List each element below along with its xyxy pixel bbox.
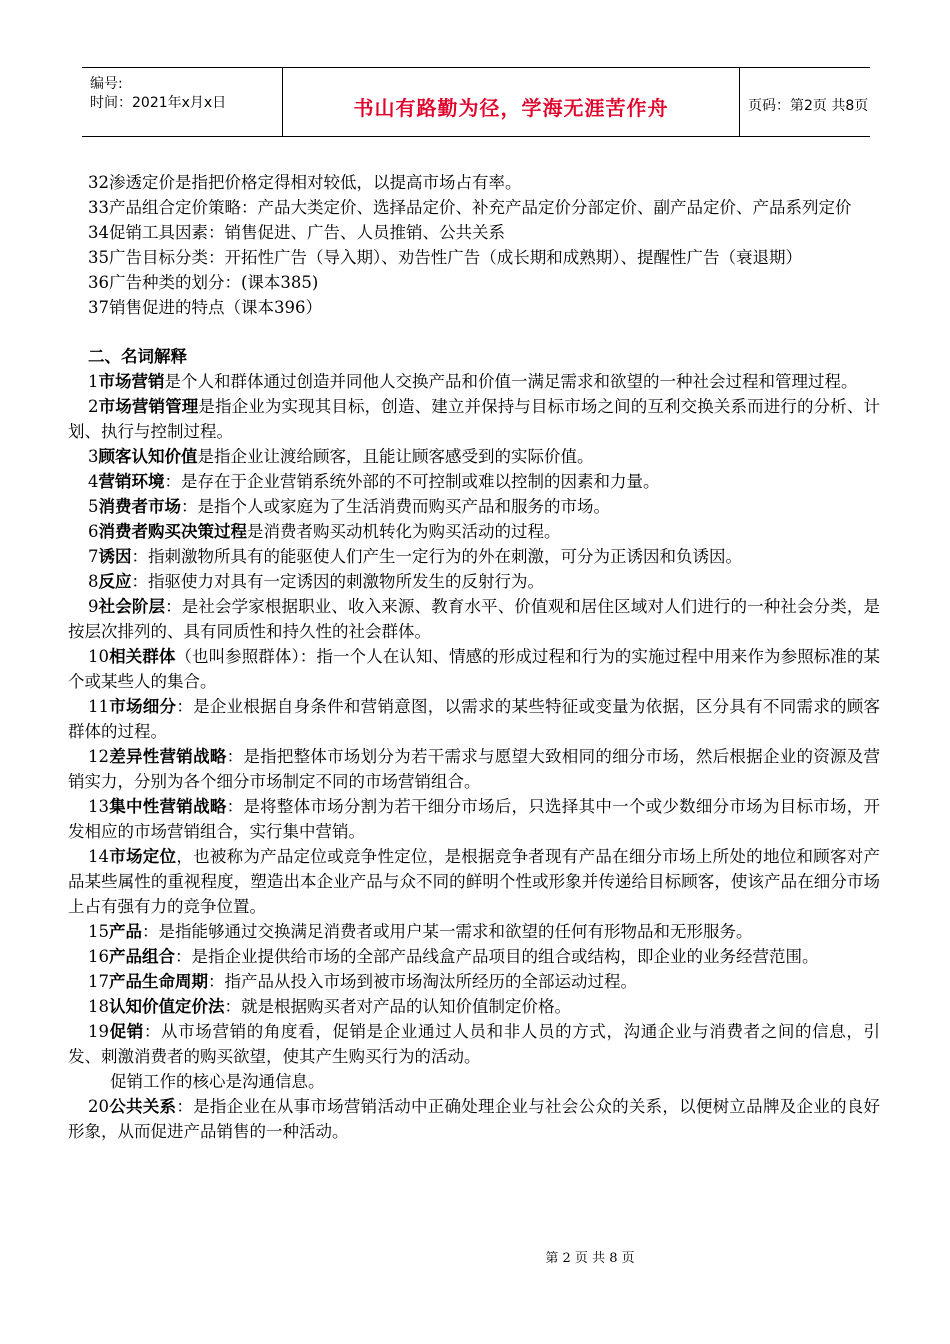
term-item xyxy=(68,919,880,944)
term-name: 反应 xyxy=(98,572,132,591)
term-item xyxy=(68,569,880,594)
term-number: 11 xyxy=(88,697,109,716)
term-number: 7 xyxy=(88,547,99,566)
list-item: 32渗透定价是指把价格定得相对较低，以提高市场占有率。 xyxy=(88,173,522,192)
term-list xyxy=(68,369,880,1069)
term-name: 公共关系 xyxy=(109,1097,177,1116)
term-name: 消费者购买决策过程 xyxy=(98,522,247,541)
term-name: 促销 xyxy=(109,1022,144,1041)
page-footer: 第 2 页 共 8 页 xyxy=(545,1251,635,1266)
section-title: 二、名词解释 xyxy=(88,347,187,366)
term-definition: ：是将整体市场分割为若干细分市场后，只选择其中一个或少数细分市场为目标市场，开发相应的市场营销组合，实行集中营销。 xyxy=(68,797,881,841)
term-number: 10 xyxy=(88,647,109,666)
term-number: 8 xyxy=(88,572,99,591)
term-item xyxy=(68,444,880,469)
term-number: 4 xyxy=(88,472,99,491)
term-definition: ：是存在于企业营销系统外部的不可控制或难以控制的因素和力量。 xyxy=(164,472,660,491)
term-definition: ：指刺激物所具有的能驱使人们产生一定行为的外在刺激，可分为正诱因和负诱因。 xyxy=(131,547,742,566)
term-number: 15 xyxy=(88,922,109,941)
term-definition: ：就是根据购买者对产品的认知价值制定价格。 xyxy=(224,997,571,1016)
term-definition: ：是指把整体市场划分为若干需求与愿望大致相同的细分市场，然后根据企业的资源及营销实力，分别为各个细分市场制定不同的市场营销组合。 xyxy=(68,747,881,791)
note-line: 促销工作的核心是沟通信息。 xyxy=(110,1072,325,1091)
term-definition: 是指企业为实现其目标，创造、建立并保持与目标市场之间的互利交换关系而进行的分析、计划、执行与控制过程。 xyxy=(68,397,881,441)
term-definition: ：是社会学家根据职业、收入来源、教育水平、价值观和居住区域对人们进行的一种社会分类，是按层次排列的、具有同质性和持久性的社会群体。 xyxy=(68,597,881,641)
term-name: 产品组合 xyxy=(109,947,175,966)
term-item xyxy=(68,844,880,919)
term-name: 认知价值定价法 xyxy=(109,997,225,1016)
term-definition: ：是企业根据自身条件和营销意图，以需求的某些特征或变量为依据，区分具有不同需求的顾客群体的过程。 xyxy=(68,697,881,741)
document-body xyxy=(68,170,880,1144)
term-number: 5 xyxy=(88,497,99,516)
term-name: 相关群体 xyxy=(109,647,176,666)
term-definition: 是指企业让渡给顾客，且能让顾客感受到的实际价值。 xyxy=(197,447,594,466)
term-item xyxy=(68,744,880,794)
term-item xyxy=(68,944,880,969)
term-number: 18 xyxy=(88,997,109,1016)
term-item xyxy=(68,394,880,444)
term-name: 市场细分 xyxy=(109,697,177,716)
term-name: 市场定位 xyxy=(109,847,177,866)
term-name: 产品 xyxy=(109,922,142,941)
term-item xyxy=(68,969,880,994)
term-item xyxy=(68,694,880,744)
list-item: 35广告目标分类：开拓性广告（导入期）、劝告性广告（成长期和成熟期）、提醒性广告（衰退期） xyxy=(88,248,802,267)
term-name: 市场营销管理 xyxy=(98,397,199,416)
term-number: 1 xyxy=(88,372,99,391)
list-item: 33产品组合定价策略：产品大类定价、选择品定价、补充产品定价分部定价、副产品定价、产品系列定价 xyxy=(88,198,852,217)
page-header xyxy=(82,67,870,137)
term-number: 6 xyxy=(88,522,99,541)
term-definition: ，也被称为产品定位或竞争性定位，是根据竞争者现有产品在细分市场上所处的地位和顾客对产品某些属性的重视程度，塑造出本企业产品与众不同的鲜明个性或形象并传递给目标顾客，使该产品在细分市场上占有强有力的竞争位置。 xyxy=(68,847,881,916)
term-item xyxy=(68,494,880,519)
term-definition: ：是指企业在从事市场营销活动中正确处理企业与社会公众的关系，以便树立品牌及企业的良好形象，从而促进产品销售的一种活动。 xyxy=(68,1097,881,1141)
term-name: 营销环境 xyxy=(98,472,165,491)
header-motto: 书山有路勤为径，学海无涯苦作舟 xyxy=(353,96,669,120)
term-definition: （也叫参照群体）：指一个人在认知、情感的形成过程和行为的实施过程中用来作为参照标准的某个或某些人的集合。 xyxy=(68,647,881,691)
spacer xyxy=(68,320,880,344)
term-number: 2 xyxy=(88,397,99,416)
term-definition: 是个人和群体通过创造并同他人交换产品和价值一满足需求和欲望的一种社会过程和管理过程。 xyxy=(164,372,858,391)
term-number: 12 xyxy=(88,747,109,766)
term-name: 市场营销 xyxy=(98,372,165,391)
term-definition: ：是指个人或家庭为了生活消费而购买产品和服务的市场。 xyxy=(181,497,610,516)
header-left-cell xyxy=(82,68,283,136)
term-number: 17 xyxy=(88,972,109,991)
number-label: 编号: xyxy=(90,76,123,92)
term-number: 16 xyxy=(88,947,109,966)
term-item xyxy=(68,994,880,1019)
term-name: 集中性营销战略 xyxy=(109,797,227,816)
term-definition: ：指驱使力对具有一定诱因的刺激物所发生的反射行为。 xyxy=(131,572,544,591)
term-item xyxy=(68,544,880,569)
term-item xyxy=(68,794,880,844)
time-label: 时间：2021年x月x日 xyxy=(90,95,227,111)
term-number: 14 xyxy=(88,847,109,866)
term-definition: ：指产品从投入市场到被市场淘汰所经历的全部运动过程。 xyxy=(208,972,637,991)
header-right-cell xyxy=(740,68,870,136)
term-name: 社会阶层 xyxy=(98,597,166,616)
term-item xyxy=(68,1094,880,1144)
term-number: 19 xyxy=(88,1022,109,1041)
term-name: 诱因 xyxy=(98,547,132,566)
header-page-number: 页码：第2页 共8页 xyxy=(748,98,869,114)
term-definition: ：是指能够通过交换满足消费者或用户某一需求和欲望的任何有形物品和无形服务。 xyxy=(142,922,753,941)
term-number: 3 xyxy=(88,447,99,466)
term-item xyxy=(68,369,880,394)
term-item xyxy=(68,594,880,644)
term-number: 13 xyxy=(88,797,109,816)
list-item: 36广告种类的划分：(课本385) xyxy=(88,273,319,292)
term-name: 差异性营销战略 xyxy=(109,747,227,766)
term-name: 产品生命周期 xyxy=(109,972,208,991)
term-definition: ：从市场营销的角度看，促销是企业通过人员和非人员的方式，沟通企业与消费者之间的信息，引发、刺激消费者的购买欲望，使其产生购买行为的活动。 xyxy=(68,1022,881,1066)
header-middle-cell xyxy=(283,68,740,136)
term-item xyxy=(68,644,880,694)
term-name: 消费者市场 xyxy=(98,497,181,516)
term-number: 20 xyxy=(88,1097,109,1116)
term-item xyxy=(68,1019,880,1069)
list-item: 37销售促进的特点（课本396） xyxy=(88,298,322,317)
term-definition: ：是指企业提供给市场的全部产品线盒产品项目的组合或结构，即企业的业务经营范围。 xyxy=(175,947,819,966)
term-item xyxy=(68,469,880,494)
term-number: 9 xyxy=(88,597,99,616)
term-name: 顾客认知价值 xyxy=(98,447,198,466)
term-definition: 是消费者购买动机转化为购买活动的过程。 xyxy=(247,522,561,541)
term-item xyxy=(68,519,880,544)
list-item: 34促销工具因素：销售促进、广告、人员推销、公共关系 xyxy=(88,223,505,242)
